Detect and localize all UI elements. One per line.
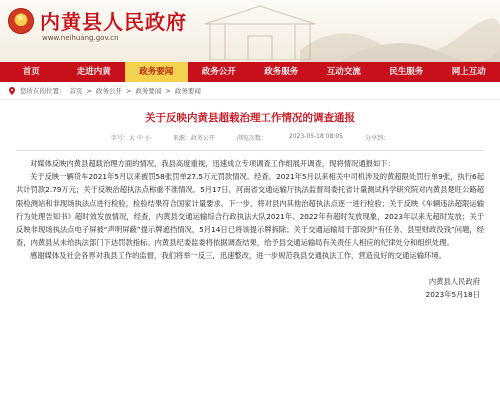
paragraph: 关于反映一辆货车2021年5月以来被罚58张罚单27.5万元罚款情况。经查，2021年5月以来相关中司机涉及的黄超限处罚行单9张，执行6起共计罚款2.79万元；关于反映治超执法点称重不准情况。5月17日，河南省交通运输厅执法监督局委托省计量测试科学研究院对内黄县楚旺公路超限检测站和非现场执法点进行检验，检验结果符合国家计量要求。下一步，将对县内其他治超执法点逐一进行检验；关于反映《车辆违法超限运输行为处理告知书》超时效发放情况，经查，内黄县交通运输综合行政执法大队2021年、2022年有超时发放现象，2023年以来无超时发放；关于反映非现场执法点电子屏被“声明屏蔽”提示牌遮挡情况，5月14日已将该提示牌拆除；关于交通运输局干部说到“有任务、县里财政没钱”问题，经查，内黄县从未给执法部门下达罚款指标。内黄县纪委监委将依据调查结果，给予县交通运输局有关责任人相应的纪律处分和组织处理。 <box>16 172 484 248</box>
breadcrumb-item-home[interactable]: 首页 <box>69 87 83 95</box>
site-header <box>0 0 500 62</box>
paragraph: 对媒体反映内黄县超载治理方面的情况，我县高度重视，迅速成立专项调查工作组展开调查，现将情况通报如下： <box>30 159 395 168</box>
article-meta <box>16 133 484 142</box>
share-label[interactable]: 分享到： <box>364 135 389 142</box>
landscape-illustration-icon <box>300 0 500 62</box>
site-title[interactable]: 内黄县人民政府 <box>40 10 187 34</box>
article-source: 来源：政务公开 <box>172 135 215 142</box>
article-views: 浏览次数： <box>236 135 267 142</box>
nav-item-interaction[interactable]: 网上互动 <box>451 67 486 77</box>
font-size-options[interactable]: 大 中 小 <box>129 135 151 142</box>
nav-item-exchange[interactable]: 互动交流 <box>326 67 361 77</box>
font-size-label: 字号： <box>111 135 130 142</box>
paragraph: 感谢媒体及社会各界对我县工作的监督，我们将举一反三，迅速整改，进一步规范我县交通执法工作，营造良好的交通运输环境。 <box>30 251 446 261</box>
breadcrumb-separator: > <box>125 86 132 95</box>
article-date: 2023-05-18 08:05 <box>288 133 343 140</box>
font-size-control[interactable] <box>111 133 151 142</box>
article-body <box>16 157 484 263</box>
breadcrumb-item-open[interactable]: 政务公开 <box>95 87 122 95</box>
main-nav <box>0 62 500 82</box>
breadcrumb-item-news[interactable]: 政务要闻 <box>135 87 162 95</box>
article <box>0 110 500 302</box>
nav-item-services[interactable]: 政务服务 <box>264 67 299 77</box>
breadcrumb-label: 您所在的位置： <box>20 87 66 95</box>
breadcrumb <box>0 82 500 100</box>
signature-org: 内黄县人民政府 <box>428 276 480 286</box>
breadcrumb-separator: > <box>165 86 171 95</box>
breadcrumb-separator: > <box>86 86 92 95</box>
nav-item-livelihood[interactable]: 民生服务 <box>389 67 424 77</box>
nav-item-about[interactable]: 走进内黄 <box>76 67 111 77</box>
breadcrumb-item-news-current[interactable]: 政务要闻 <box>174 87 201 95</box>
location-pin-icon <box>8 87 16 95</box>
signature-block <box>16 275 484 302</box>
nav-item-news[interactable]: 政务要闻 <box>125 62 188 82</box>
nav-item-open-gov[interactable]: 政务公开 <box>201 67 236 77</box>
emblem-icon <box>8 8 34 34</box>
signature-date: 2023年5月18日 <box>425 290 480 300</box>
nav-item-home[interactable]: 首页 <box>22 67 40 77</box>
article-title: 关于反映内黄县超载治理工作情况的调查通报 <box>145 112 355 124</box>
divider <box>16 150 484 151</box>
site-url: www.neihuang.gov.cn <box>42 34 119 42</box>
